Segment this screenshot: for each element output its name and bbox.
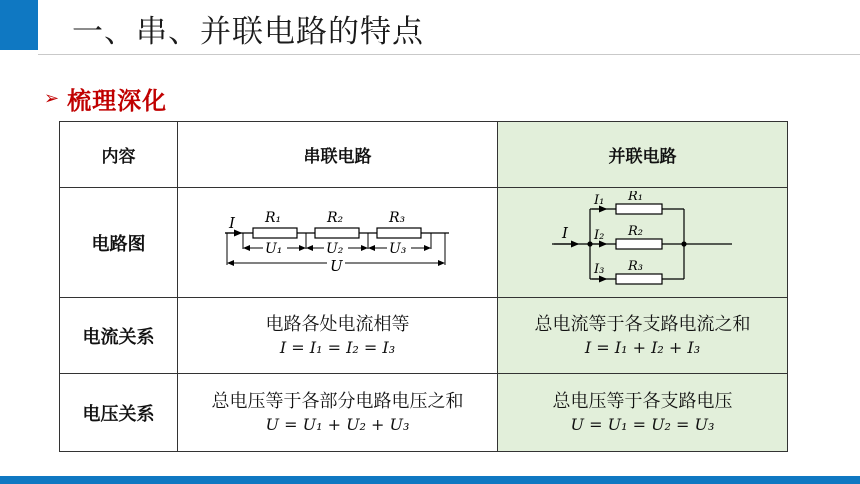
label-i: I: [561, 223, 568, 242]
series-voltage-text: 总电压等于各部分电路电压之和: [211, 390, 464, 412]
page-title: 一、串、并联电路的特点: [72, 14, 424, 50]
title-accent-bar: [0, 0, 38, 50]
resistor-r1: [253, 228, 297, 238]
parallel-current-text: 总电流等于各支路电流之和: [534, 313, 751, 335]
label-r1: R₁: [627, 190, 643, 204]
row-label-current: 电流关系: [60, 298, 178, 374]
parallel-voltage-text: 总电压等于各支路电压: [552, 390, 733, 412]
title-divider: [38, 54, 860, 55]
label-r2: R₂: [326, 209, 343, 226]
parallel-voltage-formula: U = U₁ = U₂ = U₃: [570, 414, 715, 434]
label-u1: U₁: [264, 240, 282, 257]
row-label-diagram: 电路图: [60, 188, 178, 298]
footer-accent-bar: [0, 476, 860, 484]
parallel-voltage-cell: [498, 374, 788, 452]
label-i: I: [228, 213, 235, 232]
resistor-r3: [616, 274, 662, 284]
header-parallel: 并联电路: [498, 122, 788, 188]
resistor-r2: [616, 239, 662, 249]
label-r3: R₃: [388, 209, 405, 226]
series-voltage-formula: U = U₁ + U₂ + U₃: [265, 414, 410, 434]
arrow-bullet-icon: ➢: [44, 87, 60, 109]
label-r3: R₃: [627, 258, 643, 274]
label-u: U: [329, 256, 343, 275]
resistor-r3: [377, 228, 421, 238]
label-i1: I₁: [593, 192, 604, 208]
resistor-r2: [315, 228, 359, 238]
parallel-current-cell: [498, 298, 788, 374]
parallel-current-formula: I = I₁ + I₂ + I₃: [584, 337, 701, 357]
row-label-voltage: 电压关系: [60, 374, 178, 452]
label-u3: U₃: [388, 240, 406, 257]
table-header-row: [60, 122, 788, 188]
header-content: 内容: [60, 122, 178, 188]
label-r1: R₁: [264, 209, 281, 226]
label-i3: I₃: [593, 261, 604, 277]
series-circuit-diagram: [223, 201, 453, 281]
label-i2: I₂: [593, 227, 604, 243]
table-row-current: [60, 298, 788, 374]
series-voltage-cell: [178, 374, 498, 452]
series-current-formula: I = I₁ = I₂ = I₃: [279, 337, 396, 357]
parallel-circuit-diagram: [548, 191, 738, 291]
comparison-table: [59, 121, 788, 452]
table-row-voltage: [60, 374, 788, 452]
label-u2: U₂: [325, 240, 343, 257]
parallel-diagram-cell: [498, 188, 788, 298]
series-current-text: 电路各处电流相等: [265, 313, 410, 335]
label-r2: R₂: [627, 223, 643, 239]
series-current-cell: [178, 298, 498, 374]
header-series: 串联电路: [178, 122, 498, 188]
resistor-r1: [616, 204, 662, 214]
series-diagram-cell: [178, 188, 498, 298]
section-heading: [44, 84, 168, 115]
table-row-diagram: [60, 188, 788, 298]
section-label: 梳理深化: [67, 86, 168, 115]
